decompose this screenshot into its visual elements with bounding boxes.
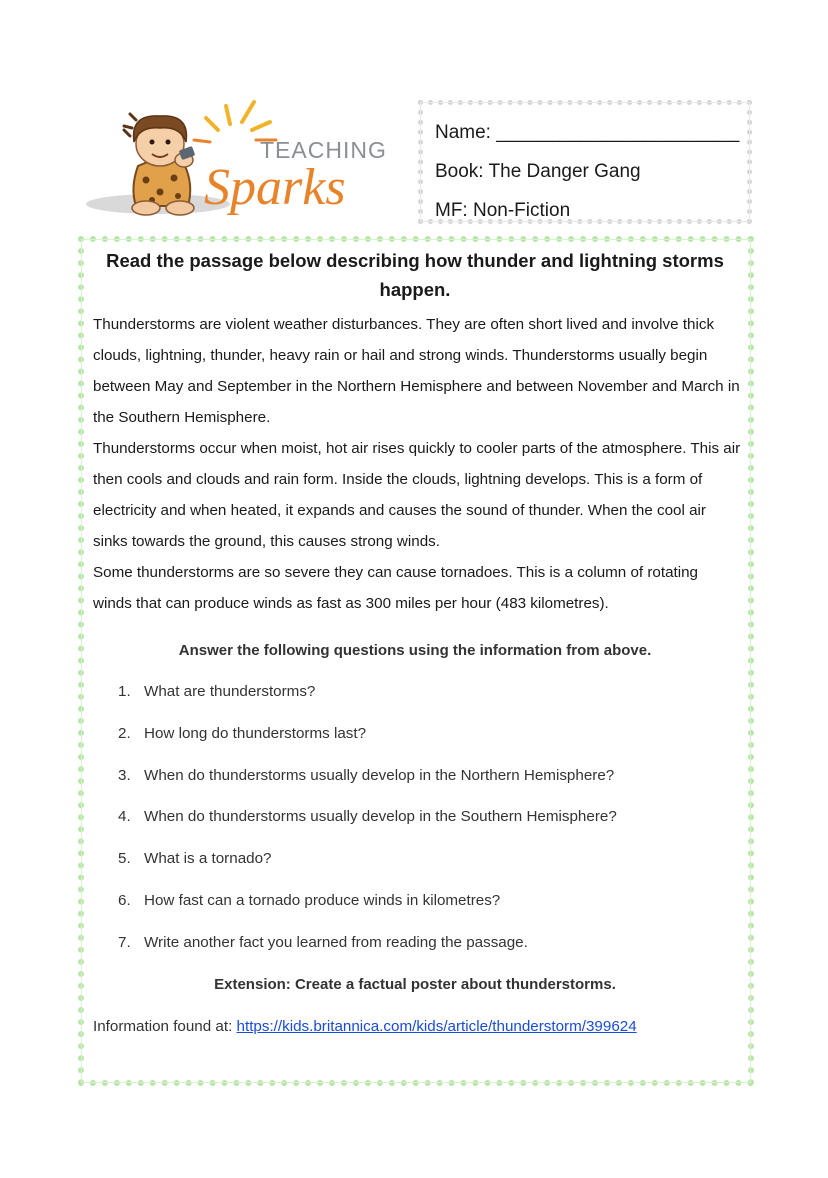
question-text: What are thunderstorms? [144, 683, 316, 700]
question-number: 4. [118, 808, 131, 826]
source-line [93, 1016, 637, 1038]
name-field[interactable]: Name: _______________________ [435, 122, 740, 143]
question-item [118, 723, 617, 765]
mf-label: MF: Non-Fiction [435, 200, 571, 221]
passage-paragraph: Thunderstorms are violent weather disturbances. They are often short lived and involve thick clouds, lightning, thunder, heavy rain or hail and strong winds. Thunderstorms usually begin between May and September in the Northern Hemisphere and between November and March in the Southern Hemisphere. [93, 316, 740, 426]
question-text: When do thunderstorms usually develop in the Northern Hemisphere? [144, 766, 615, 784]
question-item [118, 932, 617, 974]
question-number: 6. [118, 891, 131, 909]
question-item [118, 806, 617, 848]
logo-brand-bottom: Sparks [204, 159, 346, 216]
question-text: Write another fact you learned from reading the passage. [144, 933, 528, 951]
question-number: 5. [118, 850, 131, 868]
question-item [118, 681, 617, 723]
questions-heading: Answer the following questions using the information from above. [178, 642, 652, 659]
question-number: 1. [118, 683, 131, 700]
question-item [118, 765, 617, 807]
question-text: When do thunderstorms usually develop in the Southern Hemisphere? [144, 808, 617, 826]
passage-paragraph: Thunderstorms occur when moist, hot air rises quickly to cooler parts of the atmosphere. This air then cools and clouds and rain form. Inside the clouds, lightning develops. This is a form of electricity and when heated, it expands and causes the sound of thunder. When the cool air sinks towards the ground, this causes strong winds. [93, 440, 741, 550]
question-text: How long do thunderstorms last? [144, 724, 367, 742]
student-info-box [418, 100, 752, 224]
question-text: How fast can a tornado produce winds in kilometres? [144, 891, 501, 909]
book-label: Book: The Danger Gang [435, 161, 641, 182]
extension-task: Extension: Create a factual poster about thunderstorms. [214, 976, 616, 993]
passage-paragraph: Some thunderstorms are so severe they can cause tornadoes. This is a column of rotating winds that can produce winds as fast as 300 miles per hour (483 kilometres). [93, 564, 699, 612]
question-number: 2. [118, 724, 131, 742]
question-number: 7. [118, 933, 131, 951]
passage-heading: Read the passage below describing how thunder and lightning storms happen. [106, 250, 724, 300]
question-item [118, 848, 617, 890]
question-item [118, 890, 617, 932]
source-label: Information found at: [93, 1018, 237, 1035]
source-link[interactable]: https://kids.britannica.com/kids/article/thunderstorm/399624 [236, 1018, 637, 1035]
logo-brand-top: TEACHING [260, 137, 387, 163]
question-list [118, 681, 617, 974]
question-number: 3. [118, 766, 131, 784]
question-text: What is a tornado? [144, 850, 272, 868]
teaching-sparks-logo [80, 92, 390, 224]
